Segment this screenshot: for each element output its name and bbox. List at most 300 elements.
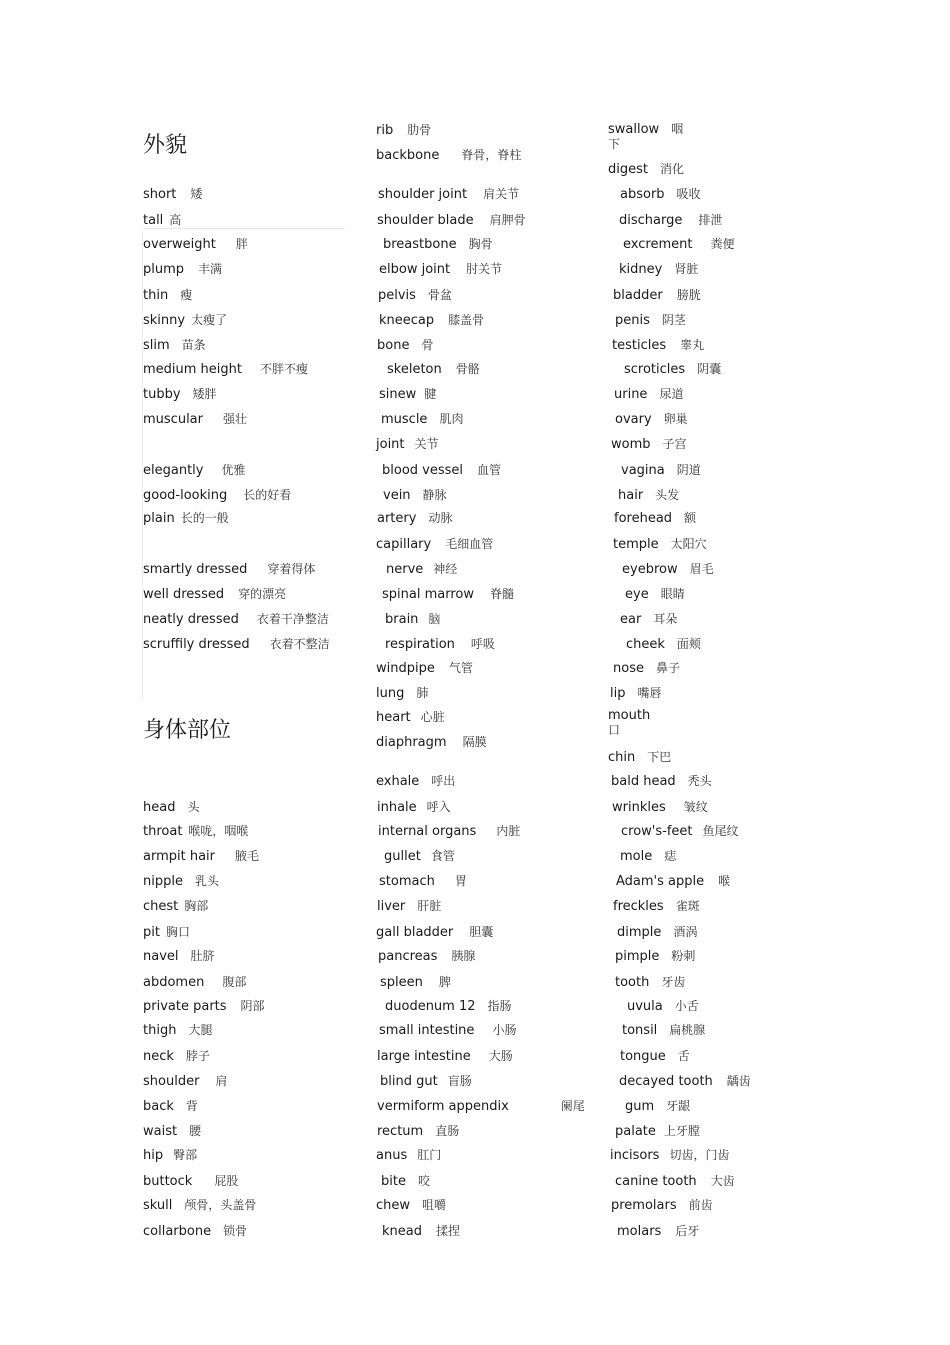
vocab-entry [625,1098,690,1115]
vocab-entry [384,848,455,865]
term-chinese: 优雅 [221,463,246,477]
vocab-entry [143,212,181,229]
vocab-entry [376,122,431,139]
term-english: abdomen [143,975,205,990]
term-english: dimple [617,925,662,940]
vocab-entry [615,1173,735,1190]
term-english: exhale [376,774,420,789]
term-chinese: 衣着不整洁 [269,637,330,651]
vocab-entry [381,1173,430,1190]
term-chinese: 秃头 [687,774,712,788]
term-chinese: 痣 [664,849,677,863]
term-chinese: 神经 [433,562,458,576]
term-chinese: 指肠 [487,999,512,1013]
vocab-entry [385,998,512,1015]
term-english: duodenum 12 [385,999,476,1014]
term-english: uvula [627,999,663,1014]
vocab-entry [619,212,722,229]
term-english: waist [143,1124,178,1139]
term-chinese: 盲肠 [447,1074,472,1088]
term-english: pelvis [378,288,416,303]
term-english: skull [143,1198,173,1213]
term-chinese: 小舌 [674,999,699,1013]
term-chinese: 长的一般 [180,511,229,525]
term-english: pimple [615,949,660,964]
term-english: muscular [143,412,203,427]
vocab-entry [377,1048,513,1065]
term-english: rectum [377,1124,424,1139]
term-chinese: 卵巢 [663,412,688,426]
term-english: short [143,187,177,202]
term-english: bladder [613,288,663,303]
term-chinese: 锁骨 [223,1224,248,1238]
term-chinese: 嘴唇 [637,686,662,700]
term-chinese: 小肠 [492,1023,517,1037]
vocab-entry [621,823,739,840]
vocab-entry [385,611,440,628]
vocab-entry [615,974,685,991]
vocab-entry [381,411,463,428]
vocab-entry [143,998,265,1015]
term-chinese: 呼出 [431,774,456,788]
term-english: bone [377,338,410,353]
vocab-entry [377,212,526,229]
term-chinese: 舌 [677,1049,690,1063]
term-chinese: 胸口 [165,925,190,939]
vocab-entry [379,261,502,278]
vocab-entry [143,1197,256,1214]
vocab-entry [143,1022,212,1039]
vocab-entry [619,261,698,278]
term-english: testicles [612,338,667,353]
vocab-entry [625,586,685,603]
term-chinese: 动脉 [428,511,453,525]
vocab-entry [143,561,315,578]
term-english: elegantly [143,463,204,478]
term-english: scruffily dressed [143,637,250,652]
vocab-entry [379,1022,516,1039]
vocab-entry [143,1123,201,1140]
term-english: elbow joint [379,262,451,277]
term-english: digest [608,162,648,177]
term-chinese: 吸收 [676,187,701,201]
vocab-entry [377,510,452,527]
term-english: tubby [143,387,181,402]
term-english: scroticles [624,362,686,377]
term-chinese: 强壮 [223,412,248,426]
vocab-entry [611,436,687,453]
term-chinese: 呼入 [426,800,451,814]
vocab-entry [143,636,330,653]
term-chinese: 肺 [416,686,429,700]
vocab-entry [143,337,206,354]
term-english: diaphragm [376,735,447,750]
vocab-entry [378,948,475,965]
term-english: freckles [613,899,664,914]
term-chinese: 下巴 [647,750,672,764]
term-chinese-wrap: 下 [608,137,621,151]
vocab-entry [143,1073,227,1090]
term-chinese: 前齿 [688,1198,713,1212]
term-english: molars [617,1224,662,1239]
term-english: joint [376,437,405,452]
term-english: head [143,800,176,815]
term-english: chew [376,1198,411,1213]
term-chinese: 脑 [428,612,441,626]
term-english: small intestine [379,1023,475,1038]
term-chinese: 扁桃腺 [669,1023,706,1037]
vocab-entry [143,823,248,840]
term-english: nerve [386,562,424,577]
term-chinese: 气管 [448,661,473,675]
term-chinese: 肝脏 [417,899,442,913]
term-english: spleen [380,975,423,990]
vocab-entry [387,361,480,378]
term-english: Adam's apple [616,874,705,889]
term-chinese: 太瘦了 [191,313,228,327]
term-english: gum [625,1099,655,1114]
vocab-entry [620,186,701,203]
term-chinese: 长的好看 [243,488,292,502]
vocab-entry [623,236,734,253]
vocab-entry [143,586,286,603]
vocab-entry [621,462,701,479]
vocab-entry [378,186,519,203]
vocab-entry [377,898,441,915]
term-chinese: 喉 [718,874,731,888]
term-english: temple [613,537,659,552]
vocab-entry [376,147,521,164]
vocab-entry [377,799,451,816]
term-english: knead [382,1224,422,1239]
vocab-entry [383,236,493,253]
vocab-entry [376,536,493,553]
vocab-entry [613,287,701,304]
term-english: thin [143,288,169,303]
term-chinese: 肌肉 [439,412,464,426]
term-english: hip [143,1148,164,1163]
term-english: spinal marrow [382,587,474,602]
vocab-entry [622,561,714,578]
term-chinese: 眼睛 [660,587,685,601]
term-chinese: 皱纹 [683,800,708,814]
vocab-entry [379,312,484,329]
vocab-entry [376,436,439,453]
vocab-entry [376,660,473,677]
term-english: bald head [611,774,676,789]
term-chinese: 丰满 [198,262,223,276]
term-chinese: 腹部 [222,975,247,989]
term-chinese: 苗条 [181,338,206,352]
term-english: urine [614,387,648,402]
heading-appearance: 外貌 [143,133,188,158]
term-chinese: 食管 [430,849,455,863]
vocab-entry [383,487,447,504]
term-english: stomach [379,874,435,889]
term-english: thigh [143,1023,177,1038]
term-chinese: 呼吸 [470,637,495,651]
term-english: back [143,1099,174,1114]
vocab-entry [615,312,686,329]
term-chinese: 臀部 [173,1148,198,1162]
term-chinese: 大肠 [488,1049,513,1063]
vocab-entry [143,1048,210,1065]
term-english: slim [143,338,170,353]
term-english: pancreas [378,949,438,964]
vocab-entry [611,773,712,790]
term-chinese: 肩胛骨 [489,213,526,227]
term-english: brain [385,612,419,627]
term-english: neck [143,1049,174,1064]
term-chinese: 切齿，门齿 [669,1148,730,1162]
term-english: skinny [143,313,186,328]
vocab-entry [608,161,684,178]
term-chinese: 膝盖骨 [448,313,485,327]
term-chinese: 面颊 [676,637,701,651]
term-chinese: 血管 [477,463,502,477]
term-chinese: 咀嚼 [422,1198,447,1212]
term-english: excrement [623,237,693,252]
heading-body-parts: 身体部位 [143,718,232,743]
vocab-entry [615,411,688,428]
term-chinese: 穿着得体 [267,562,316,576]
vocab-entry [382,586,514,603]
term-english: sinew [379,387,417,402]
term-english: mole [620,849,653,864]
vocab-entry [616,873,730,890]
vocab-entry [626,636,701,653]
vocab-entry [143,924,190,941]
term-chinese: 内脏 [496,824,521,838]
term-chinese: 矮胖 [192,387,217,401]
term-english: wrinkles [612,800,666,815]
term-english: respiration [385,637,455,652]
term-english: bite [381,1174,406,1189]
vocab-entry [376,709,445,726]
term-chinese: 不胖不瘦 [260,362,309,376]
vocab-entry [610,685,662,702]
term-english: eye [625,587,649,602]
term-english: inhale [377,800,417,815]
term-chinese: 胸部 [184,899,209,913]
term-chinese: 排泄 [698,213,723,227]
vocab-entry [143,186,202,203]
term-english: discharge [619,213,683,228]
vocab-entry [613,898,700,915]
term-english: penis [615,313,650,328]
term-chinese: 龋齿 [726,1074,751,1088]
term-chinese: 鱼尾纹 [702,824,739,838]
vocab-entry [377,1123,459,1140]
term-chinese: 牙齿 [661,975,686,989]
term-chinese: 头 [187,800,200,814]
term-chinese: 脖子 [185,1049,210,1063]
term-english: kidney [619,262,663,277]
vocab-entry [376,1147,441,1164]
term-english: overweight [143,237,216,252]
vocab-entry [376,1197,446,1214]
term-chinese: 阴道 [676,463,701,477]
term-chinese: 大腿 [188,1023,213,1037]
term-english: well dressed [143,587,225,602]
vocab-entry [620,1048,690,1065]
term-chinese: 颅骨，头盖骨 [184,1198,257,1212]
term-english: lung [376,686,405,701]
term-english: anus [376,1148,408,1163]
term-chinese: 肚脐 [190,949,215,963]
term-english: medium height [143,362,242,377]
vocab-entry [143,611,329,628]
vocab-entry [143,312,227,329]
term-english: nose [613,661,644,676]
term-english: gall bladder [376,925,454,940]
term-chinese: 直肠 [435,1124,460,1138]
vocab-entry [614,386,683,403]
term-english: gullet [384,849,421,864]
vocab-entry [620,611,677,628]
term-english: pit [143,925,160,940]
term-chinese: 屁股 [214,1174,239,1188]
vocab-entry [620,848,676,865]
vocab-entry [617,924,697,941]
term-english: navel [143,949,179,964]
term-chinese: 咽 [671,122,684,136]
term-english: vagina [621,463,665,478]
term-english: capillary [376,537,432,552]
term-english: armpit hair [143,849,216,864]
term-chinese: 肋骨 [407,123,432,137]
term-chinese: 阴茎 [661,313,686,327]
term-chinese: 胃 [454,874,467,888]
vocab-entry [143,848,259,865]
term-chinese: 高 [169,213,182,227]
term-english: palate [615,1124,656,1139]
term-english: ovary [615,412,652,427]
term-english: lip [610,686,626,701]
vocab-entry [379,386,436,403]
vocab-entry [614,510,696,527]
term-chinese: 上牙膛 [663,1124,700,1138]
term-english: blind gut [380,1074,438,1089]
term-english: throat [143,824,183,839]
term-english: ear [620,612,642,627]
vocab-entry [377,1098,585,1115]
term-english: shoulder [143,1074,200,1089]
term-chinese: 口 [608,723,621,737]
vocab-entry [608,122,698,151]
term-english: blood vessel [382,463,464,478]
term-english: chin [608,750,636,765]
term-english: vein [383,488,411,503]
term-chinese: 阴部 [240,999,265,1013]
vocab-entry [143,1098,198,1115]
term-english: large intestine [377,1049,471,1064]
term-english: heart [376,710,411,725]
term-chinese: 粉刺 [671,949,696,963]
term-english: internal organs [378,824,477,839]
term-chinese: 揉捏 [435,1224,460,1238]
term-chinese: 眉毛 [689,562,714,576]
term-chinese: 衣着干净整洁 [256,612,329,626]
term-english: swallow [608,122,660,137]
vocab-entry [608,709,698,737]
term-chinese: 脊骨，脊柱 [461,148,522,162]
term-english: tooth [615,975,650,990]
term-chinese: 大齿 [710,1174,735,1188]
term-english: shoulder joint [378,187,468,202]
term-english: cheek [626,637,665,652]
term-chinese: 头发 [655,488,680,502]
term-chinese: 牙龈 [666,1099,691,1113]
vocab-entry [376,685,428,702]
term-english: muscle [381,412,428,427]
vocab-entry [378,823,520,840]
vocab-entry [143,510,229,527]
vocab-entry [143,948,215,965]
term-chinese: 脊髓 [489,587,514,601]
vocab-entry [627,998,699,1015]
term-english: decayed tooth [619,1074,713,1089]
term-chinese: 膀胱 [676,288,701,302]
term-english: neatly dressed [143,612,239,627]
term-chinese: 脾 [438,975,451,989]
term-english: tonsil [622,1023,658,1038]
vocab-entry [608,749,671,766]
vocab-entry [378,287,452,304]
term-chinese: 腰 [189,1124,202,1138]
term-english: liver [377,899,406,914]
term-chinese: 心脏 [420,710,445,724]
term-english: womb [611,437,651,452]
vocab-entry [615,948,695,965]
vocab-entry [380,974,451,991]
term-english: plain [143,511,175,526]
term-chinese: 骨 [421,338,434,352]
term-chinese: 静脉 [422,488,447,502]
term-english: premolars [611,1198,677,1213]
term-english: artery [377,511,417,526]
term-chinese: 骨盆 [427,288,452,302]
term-english: backbone [376,148,440,163]
vocab-entry [612,337,704,354]
term-chinese: 隔膜 [462,735,487,749]
vocab-entry [624,361,721,378]
term-chinese: 子宫 [662,437,687,451]
term-chinese: 肘关节 [466,262,503,276]
term-english: crow's-feet [621,824,693,839]
vocab-entry [622,1022,705,1039]
vocab-entry [377,337,433,354]
vocab-entry [143,386,217,403]
term-chinese: 胸骨 [468,237,493,251]
term-chinese: 后牙 [675,1224,700,1238]
vocab-entry [379,873,467,890]
vocab-entry [143,974,246,991]
vocab-entry [143,873,219,890]
term-english: smartly dressed [143,562,248,577]
term-chinese: 肩 [215,1074,228,1088]
term-chinese: 酒涡 [673,925,698,939]
term-chinese: 胆囊 [469,925,494,939]
vocab-entry [613,536,707,553]
vocab-entry [619,1073,751,1090]
term-chinese: 睾丸 [680,338,705,352]
vocab-entry [613,660,680,677]
term-chinese: 腋毛 [235,849,260,863]
term-chinese: 胰腺 [451,949,476,963]
term-english: canine tooth [615,1174,697,1189]
vocab-entry [143,898,208,915]
